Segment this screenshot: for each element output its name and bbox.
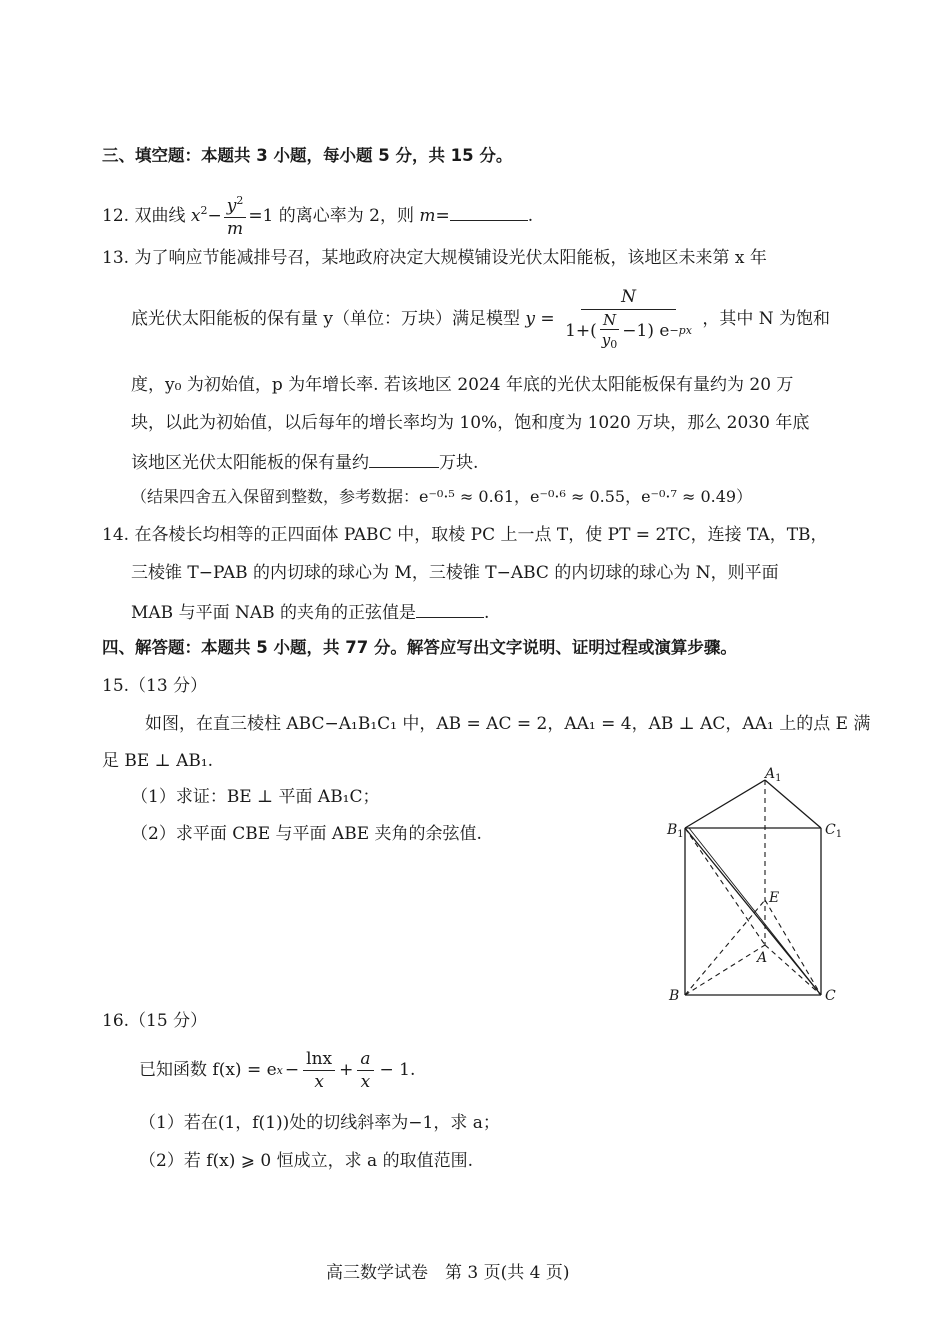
q13-den-b: −1) e — [622, 321, 670, 342]
q16-minus: − — [284, 1060, 300, 1081]
label-a: A — [757, 950, 768, 966]
q13-number: 13. — [102, 248, 130, 268]
q13-text-2b: ，其中 N 为饱和 — [702, 309, 831, 330]
question-14-line-2: 三棱锥 T−PAB 的内切球的球心为 M，三棱锥 T−ABC 的内切球的球心为 N，则平面 — [131, 563, 779, 583]
question-13-line-4: 块，以此为初始值，以后每年的增长率均为 10%，饱和度为 1020 万块，那么 2030 年底 — [131, 413, 810, 433]
label-b: B — [669, 988, 680, 1004]
question-13-line-3: 度，y₀ 为初始值，p 为年增长率. 若该地区 2024 年底的光伏太阳能板保有量约为 20 万 — [131, 375, 794, 395]
segment-b1-c — [685, 828, 821, 995]
q16-end: − 1. — [379, 1060, 416, 1081]
edge-b-a-hidden — [685, 945, 768, 995]
q16-exp: x — [276, 1064, 283, 1078]
q12-tail: . — [527, 206, 534, 227]
segment-b1-a-hidden — [685, 828, 765, 945]
question-13-line-2 — [131, 288, 830, 351]
label-e: E — [769, 890, 780, 906]
q12-eq: =1 的离心率为 2，则 — [248, 206, 414, 227]
question-15-header: 15.（13 分） — [102, 676, 208, 696]
label-c1: $C_1$ — [825, 822, 843, 840]
q13-exp: −px — [669, 324, 692, 338]
q13-text-5a: 该地区光伏太阳能板的保有量约 — [131, 453, 369, 473]
label-b1: $B_1$ — [667, 822, 684, 840]
edge-b1-a1 — [685, 780, 765, 828]
question-14-line-1 — [102, 527, 828, 544]
question-16-function — [139, 1050, 415, 1091]
question-15-part-1: （1）求证：BE ⊥ 平面 AB₁C； — [131, 787, 380, 807]
q12-text: 双曲线 — [134, 206, 186, 227]
q16-frac-a: $\frac{a}{x}$ — [357, 1050, 373, 1091]
q16-frac-lnx: $\frac{\ln x}{x}$ — [303, 1050, 335, 1091]
edge-a-c-hidden — [765, 945, 821, 995]
question-13-line-1 — [102, 250, 767, 267]
question-16-part-2: （2）若 f(x) ⩾ 0 恒成立，求 a 的取值范围. — [139, 1151, 473, 1171]
question-14-line-3 — [131, 603, 489, 622]
q12-fraction: $\frac{y^2}{m}$ — [224, 195, 247, 238]
page-footer: 高三数学试卷 第 3 页(共 4 页) — [326, 1263, 570, 1283]
prism-figure — [655, 760, 855, 1010]
q13-model-y: y = — [525, 309, 555, 330]
question-16-part-1: （1）若在(1，f(1))处的切线斜率为−1，求 a； — [139, 1113, 500, 1133]
label-c: C — [825, 988, 836, 1004]
question-13-line-5 — [131, 453, 478, 472]
q12-m: m — [419, 206, 436, 227]
q16-plus: + — [339, 1060, 354, 1081]
question-15-line-2: 足 BE ⊥ AB₁. — [102, 751, 214, 771]
q12-eqsign: = — [435, 206, 450, 227]
q14-text-3a: MAB 与平面 NAB 的夹角的正弦值是 — [131, 603, 417, 623]
q13-text-2a: 底光伏太阳能板的保有量 y（单位：万块）满足模型 — [131, 309, 521, 330]
q13-model-fraction: N 1+( $\frac{N}{y_0}$ −1) e −px — [565, 287, 692, 352]
question-12: 12. 双曲线 $x^2-$ $\frac{y^2}{m}$ =1 的离心率为 2，则 m= . — [102, 194, 534, 239]
q14-text-3b: . — [484, 603, 490, 623]
question-15-line-1: 如图，在直三棱柱 ABC−A₁B₁C₁ 中，AB = AC = 2，AA₁ = 4，AB ⊥ AC，AA₁ 上的点 E 满 — [145, 714, 871, 734]
section-4-heading: 四、解答题：本题共 5 小题，共 77 分。解答应写出文字说明、证明过程或演算步骤。 — [102, 638, 737, 657]
edge-a1-c1 — [765, 780, 821, 828]
q13-text-1: 为了响应节能减排号召，某地政府决定大规模铺设光伏太阳能板，该地区未来第 x 年 — [134, 248, 767, 268]
q13-den-a: 1+( — [565, 321, 597, 342]
q12-answer-blank — [450, 206, 528, 221]
question-13-reference: （结果四舍五入保留到整数，参考数据：e⁻⁰·⁵ ≈ 0.61，e⁻⁰·⁶ ≈ 0.55，e⁻⁰·⁷ ≈ 0.49） — [131, 487, 753, 506]
q12-number: 12. — [102, 206, 130, 227]
q13-N: N — [621, 287, 636, 307]
question-15-part-2: （2）求平面 CBE 与平面 ABE 夹角的余弦值. — [131, 824, 482, 844]
q13-answer-blank — [369, 453, 439, 468]
q14-number: 14. — [102, 525, 130, 545]
segment-b-e-hidden — [685, 900, 768, 995]
label-a1: $A_1$ — [765, 766, 782, 784]
section-3-heading: 三、填空题：本题共 3 小题，每小题 5 分，共 15 分。 — [102, 146, 513, 165]
q16-intro: 已知函数 f(x) = e — [139, 1060, 277, 1081]
question-16-header: 16.（15 分） — [102, 1011, 208, 1031]
segment-e-c-hidden — [765, 900, 821, 995]
q14-text-1: 在各棱长均相等的正四面体 PABC 中，取棱 PC 上一点 T，使 PT = 2TC，连接 TA，TB， — [134, 525, 828, 545]
q14-answer-blank — [416, 603, 484, 618]
q12-x: x — [190, 206, 201, 227]
q13-text-5b: 万块. — [439, 453, 479, 473]
